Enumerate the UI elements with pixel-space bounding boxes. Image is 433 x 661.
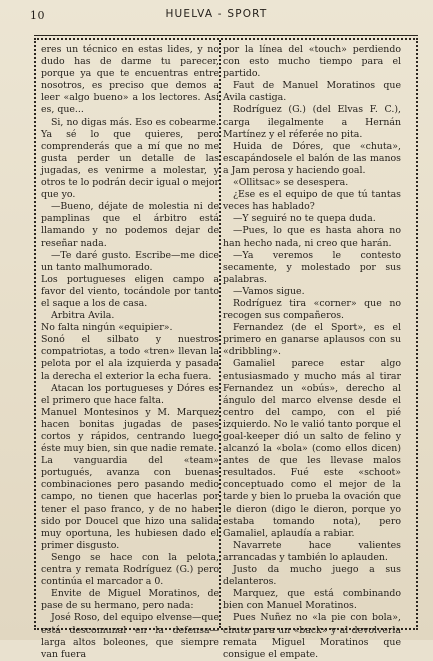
paragraph: Atacan los portugueses y Dóres es el primero que hace falta. [41, 382, 219, 406]
header-rule [34, 35, 418, 36]
page-header [0, 5, 433, 25]
paragraph: Arbitra Avila. [51, 310, 115, 322]
paragraph: —Te daré gusto. Escribe—me dice un tanto malhumorado. [41, 249, 219, 273]
paragraph: ¿Ese es el equipo de que tú tantas veces has hablado? [223, 189, 401, 213]
paragraph: —Pues, lo que es hasta ahora no han hecho nada, ni creo que harán. [223, 225, 401, 249]
right-column [223, 44, 401, 660]
paragraph: por la línea del «touch» perdiendo con esto mucho tiempo para el partido. [223, 44, 401, 80]
running-title: HUELVA - SPORT [165, 8, 268, 20]
paragraph: eres un técnico en estas lides, y no dudo has de darme tu parecer, porque ya que te encuentras entre nosotros, es preciso que demos a leer «algo bueno» a los lectores. Así es, que... [41, 44, 219, 116]
left-column [41, 44, 219, 660]
paragraph: Sengo se hace con la pelota, centra y remata Rodríguez (G.) pero continúa el marcador a 0. [41, 551, 219, 588]
paragraph: —Vamos sigue. [233, 285, 305, 297]
paragraph: Pues Nuñez no «la pie con bola», chuta para un «back» y al devolverla remata Miguel Moratinos que consigue el empate. [223, 612, 401, 660]
paragraph: Gamaliel parece estar algo entusiasmado y mucho más al tirar Fernandez un «obús», derecho al ángulo del marco elvense desde el centro del campo, con el pié izquierdo. No le valió tanto porque el goal-keeper dió un salto de felino y alcanzó la «bola» (como ellos dicen) antes de que les llevase malos resultados. Fué este «schoot» conceptuado como el mejor de la tarde y bien lo prueba la ovación que le dieron (digo le dieron, porque yo estaba tomando nota), pero Gamaliel, aplaudía a rabiar. [223, 358, 401, 539]
paragraph: «Ollitsac» se desespera. [233, 177, 349, 189]
paragraph: Faut de Manuel Moratinos que Avila castiga. [223, 80, 401, 104]
paragraph: Fernandez (de el Sport», es el primero en ganarse aplausos con su «dribbling». [223, 322, 401, 358]
paragraph: Si, no digas más. Eso es cobearme. Ya sé lo que quieres, pero comprenderás que a mí que no me gusta perder un detalle de las jugadas, es venirme a molestar, y otros te lo podrán decir igual o mejor que yo. [41, 116, 219, 201]
paragraph: Sonó el silbato y nuestros compatriotas, a todo «tren» llevan la pelota por el ala izquierda y pasada la derecha el exterior la echa fuera. [41, 334, 219, 382]
paragraph: Huida de Dóres, que «chuta», escapándosele el balón de las manos a Jam perosa y haciendo goal. [223, 140, 401, 176]
paragraph: No falta ningún «equipier». [41, 322, 173, 334]
paragraph: Marquez, que está combinando bien con Manuel Moratinos. [223, 588, 401, 612]
paragraph: Envite de Miguel Moratinos, de pase de su hermano, pero nada: [41, 588, 219, 612]
paragraph: —Ya veremos le contesto secamente, y molestado por sus palabras. [223, 249, 401, 285]
paragraph: Navarrete hace valientes arrancadas y también lo aplauden. [223, 539, 401, 563]
paragraph: Rodríguez tira «corner» que no recogen sus compañeros. [223, 297, 401, 322]
paragraph: José Roso, del equipo elvense—que está descomunal en la defensa—larga altos boleones, que siempre van fuera [41, 612, 219, 660]
paragraph: Justo da mucho juego a sus delanteros. [223, 564, 401, 588]
page-number: 10 [30, 9, 45, 22]
paragraph: Los portugueses eligen campo a favor del viento, tocándole por tanto el saque a los de casa. [41, 273, 219, 309]
paragraph: Rodríguez (G.) (del Elvas F. C.), carga ilegalmente a Hernán Martínez y el réferée no pita. [223, 104, 401, 140]
column-divider [219, 40, 221, 628]
paragraph: Manuel Montesinos y M. Marquez hacen bonitas jugadas de pases cortos y rápidos, centrando luego éste muy bien, sin que nadie remate. [41, 406, 219, 455]
paragraph: La vanguardia del «team» portugués, avanza con buenas combinaciones pero pasando medio campo, no tienen que hacerlas por tener el paso franco, y de no haber sido por Doucel que hizo una salida muy oportuna, les hubiesen dado el primer disgusto. [41, 455, 219, 551]
paragraph: —Bueno, déjate de molestia ni de pamplinas que el árbitro está llamando y no podemos dejar de reseñar nada. [41, 201, 219, 249]
paragraph: —Y seguiré no te quepa duda. [233, 213, 376, 225]
